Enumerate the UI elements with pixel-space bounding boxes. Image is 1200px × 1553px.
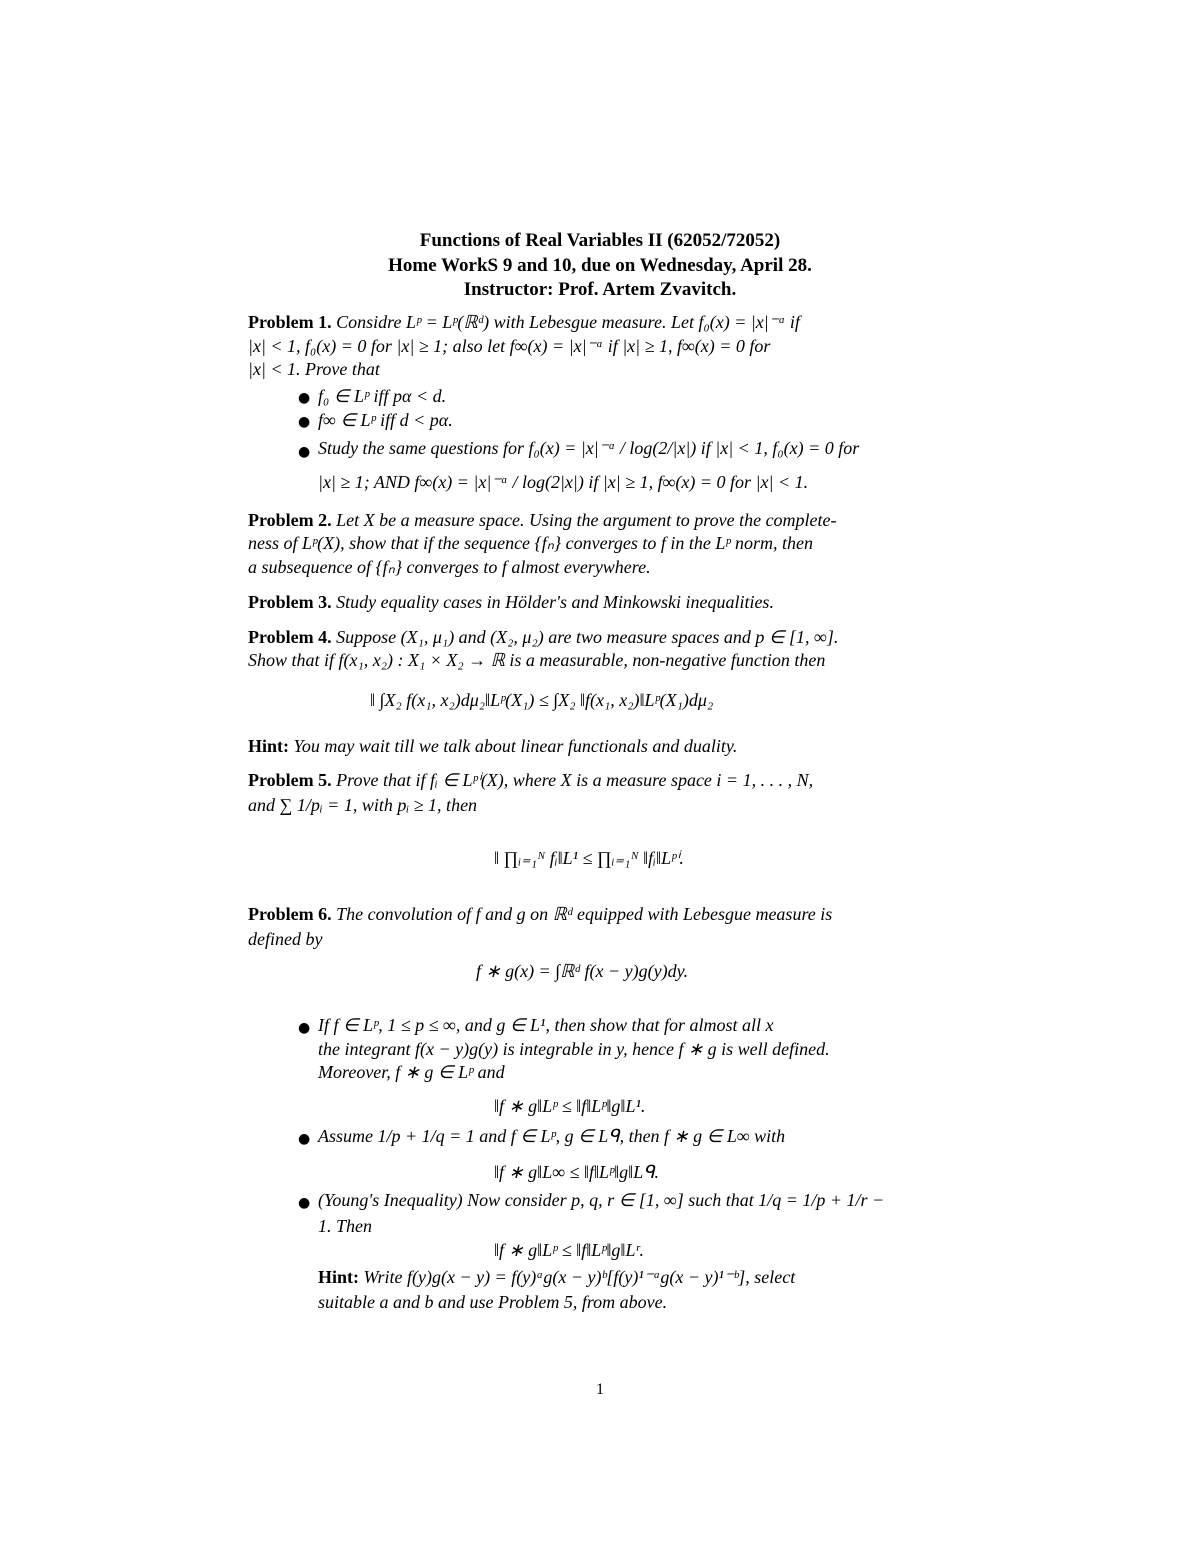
problem-1-line-3: |x| < 1. Prove that (248, 359, 380, 379)
bullet-icon: ● (298, 444, 311, 460)
problem-6-line-1: Problem 6. The convolution of f and g on ℝᵈ equipped with Lebesgue measure is (248, 904, 833, 924)
problem-6-hint-line-2: suitable a and b and use Problem 5, from above. (318, 1292, 668, 1312)
bullet-icon: ● (298, 414, 311, 430)
problem-6-bullet-3-equation: ‖f ∗ g‖Lᵖ ≤ ‖f‖Lᵖ‖g‖Lʳ. (494, 1240, 644, 1260)
doc-title: Functions of Real Variables II (62052/72052) (419, 230, 781, 251)
doc-subtitle: Home WorkS 9 and 10, due on Wednesday, April 28. (388, 255, 812, 276)
problem-6-bullet-2-equation: ‖f ∗ g‖L∞ ≤ ‖f‖Lᵖ‖g‖Lᑫ. (494, 1162, 660, 1182)
problem-2-label: Problem 2. (248, 510, 332, 530)
problem-2-line-1: Problem 2. Let X be a measure space. Using the argument to prove the complete- (248, 510, 837, 530)
hint-label: Hint: (318, 1267, 360, 1287)
problem-1-line-2: |x| < 1, f₀(x) = 0 for |x| ≥ 1; also let f∞(x) = |x|⁻ᵅ if |x| ≥ 1, f∞(x) = 0 for (248, 336, 771, 356)
doc-instructor: Instructor: Prof. Artem Zvavitch. (463, 279, 737, 300)
problem-5-label: Problem 5. (248, 770, 332, 790)
problem-4-line-2: Show that if f(x₁, x₂) : X₁ × X₂ → ℝ is a measurable, non-negative function then (248, 650, 826, 670)
problem-5-line-1: Problem 5. Prove that if fᵢ ∈ Lᵖⁱ(X), where X is a measure space i = 1, . . . , N, (248, 770, 814, 790)
problem-6-bullet-3-line-2: 1. Then (318, 1216, 372, 1236)
problem-6-bullet-1-line-1: If f ∈ Lᵖ, 1 ≤ p ≤ ∞, and g ∈ L¹, then show that for almost all x (318, 1015, 774, 1035)
problem-1-bullet-3-cont: |x| ≥ 1; AND f∞(x) = |x|⁻ᵅ / log(2|x|) if |x| ≥ 1, f∞(x) = 0 for |x| < 1. (318, 472, 809, 492)
problem-6-bullet-1-line-3: Moreover, f ∗ g ∈ Lᵖ and (318, 1062, 505, 1082)
problem-2-line-2: ness of Lᵖ(X), show that if the sequence {fₙ} converges to f in the Lᵖ norm, then (248, 533, 814, 553)
problem-6-bullet-1-line-2: the integrant f(x − y)g(y) is integrable in y, hence f ∗ g is well defined. (318, 1039, 830, 1059)
problem-6-hint-line-1: Hint: Write f(y)g(x − y) = f(y)ᵃg(x − y)ᵇ[f(y)¹⁻ᵃg(x − y)¹⁻ᵇ], select (318, 1267, 796, 1287)
problem-3-line-1: Problem 3. Study equality cases in Hölder's and Minkowski inequalities. (248, 592, 774, 612)
hint-label: Hint: (248, 736, 290, 756)
problem-4-label: Problem 4. (248, 627, 332, 647)
problem-1-bullet-2: f∞ ∈ Lᵖ iff d < pα. (318, 410, 453, 430)
problem-1-bullet-3: Study the same questions for f₀(x) = |x|⁻ᵅ / log(2/|x|) if |x| < 1, f₀(x) = 0 for (318, 438, 860, 458)
problem-3-label: Problem 3. (248, 592, 332, 612)
problem-6-line-2: defined by (248, 929, 323, 949)
problem-1-line-1: Problem 1. Considre Lᵖ = Lᵖ(ℝᵈ) with Lebesgue measure. Let f₀(x) = |x|⁻ᵅ if (248, 312, 800, 332)
page-number: 1 (596, 1381, 604, 1398)
problem-6-label: Problem 6. (248, 904, 332, 924)
problem-6-bullet-3-line-1: (Young's Inequality) Now consider p, q, r ∈ [1, ∞] such that 1/q = 1/p + 1/r − (318, 1190, 885, 1210)
bullet-icon: ● (298, 390, 311, 406)
problem-4-hint: Hint: You may wait till we talk about linear functionals and duality. (248, 736, 738, 756)
problem-6-display-equation: f ∗ g(x) = ∫ℝᵈ f(x − y)g(y)dy. (476, 961, 689, 981)
problem-6-bullet-2-line-1: Assume 1/p + 1/q = 1 and f ∈ Lᵖ, g ∈ Lᑫ, then f ∗ g ∈ L∞ with (318, 1126, 786, 1146)
problem-6-bullet-1-equation: ‖f ∗ g‖Lᵖ ≤ ‖f‖Lᵖ‖g‖L¹. (494, 1096, 646, 1116)
problem-4-line-1: Problem 4. Suppose (X₁, μ₁) and (X₂, μ₂) are two measure spaces and p ∈ [1, ∞]. (248, 627, 839, 647)
problem-5-line-2: and ∑ 1/pᵢ = 1, with pᵢ ≥ 1, then (248, 795, 478, 815)
problem-1-label: Problem 1. (248, 312, 332, 332)
bullet-icon: ● (298, 1131, 311, 1147)
problem-5-display-equation: ‖ ∏ᵢ₌₁ᴺ fᵢ‖L¹ ≤ ∏ᵢ₌₁ᴺ ‖fᵢ‖Lᵖⁱ. (494, 848, 684, 868)
problem-4-display-equation: ‖ ∫X₂ f(x₁, x₂)dμ₂‖Lᵖ(X₁) ≤ ∫X₂ ‖f(x₁, x₂)‖Lᵖ(X₁)dμ₂ (370, 690, 714, 710)
bullet-icon: ● (298, 1195, 311, 1211)
bullet-icon: ● (298, 1020, 311, 1036)
problem-2-line-3: a subsequence of {fₙ} converges to f almost everywhere. (248, 557, 651, 577)
problem-1-bullet-1: f₀ ∈ Lᵖ iff pα < d. (318, 386, 447, 406)
